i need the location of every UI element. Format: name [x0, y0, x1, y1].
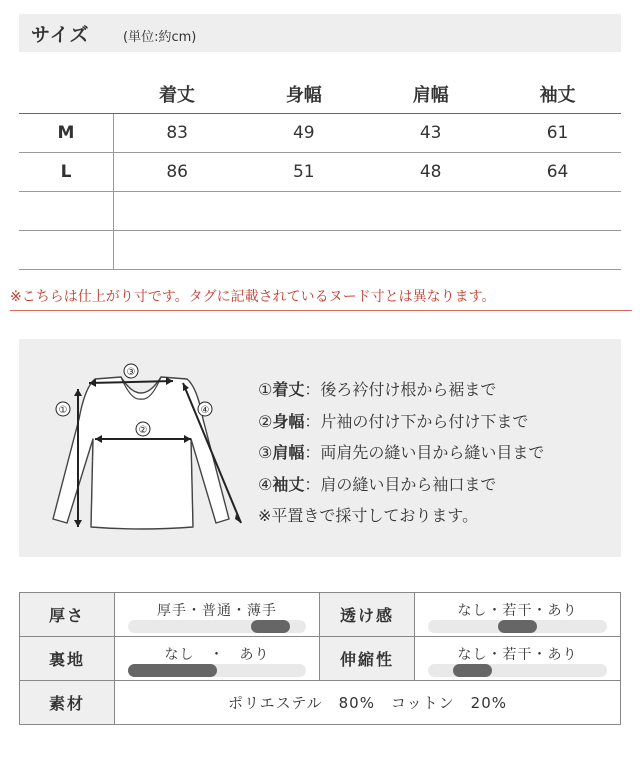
thickness-options: 厚手・普通・薄手: [157, 603, 277, 619]
legend-num: ④: [258, 474, 273, 494]
spec-table: [19, 592, 621, 725]
diagram-label-4: ④: [200, 405, 210, 416]
header-shoulder: 肩幅: [367, 75, 494, 114]
stretch-options: なし・若干・あり: [457, 647, 578, 663]
spec-value-lining: [115, 637, 320, 681]
spec-label-stretch: 伸縮性: [320, 637, 415, 681]
header-sleeve: 袖丈: [494, 75, 621, 114]
header-length: 着丈: [114, 75, 241, 114]
legend-num: ②: [258, 411, 273, 431]
thickness-bar-fill: [251, 620, 290, 633]
sheerness-bar-fill: [498, 620, 537, 633]
table-row: [19, 231, 621, 270]
table-cell: [494, 231, 621, 270]
spec-value-thickness: [115, 593, 320, 637]
lining-bar-fill: [128, 664, 217, 677]
shirt-diagram-icon: [33, 359, 253, 539]
legend-term: 袖丈: [272, 474, 305, 494]
stretch-bar-fill: [453, 664, 492, 677]
legend-item: [258, 406, 544, 438]
measurement-guide: [19, 339, 621, 557]
size-table: [19, 75, 621, 270]
measurement-legend: [258, 374, 544, 532]
legend-desc: ：肩の縫い目から袖口まで: [304, 474, 497, 494]
legend-footer: ※平置きで採寸しております。: [258, 506, 479, 525]
row-label: L: [19, 153, 114, 192]
table-cell: 86: [114, 153, 241, 192]
legend-term: 身幅: [272, 411, 305, 431]
sheerness-options: なし・若干・あり: [457, 603, 578, 619]
header-empty-cell: [19, 75, 114, 114]
legend-item: [258, 374, 544, 406]
measurement-note: ※こちらは仕上がり寸です。タグに記載されているヌード寸とは異なります。: [10, 286, 632, 311]
table-cell: [367, 192, 494, 231]
spec-row: [20, 681, 621, 725]
size-title: サイズ: [31, 24, 90, 46]
spec-row: [20, 637, 621, 681]
table-row: [19, 114, 621, 153]
legend-desc: ：片袖の付け下から付け下まで: [304, 411, 529, 431]
lining-bar-track: [128, 664, 306, 677]
row-label: [19, 231, 114, 270]
size-unit: (単位:約cm): [123, 30, 197, 45]
thickness-bar-track: [128, 620, 306, 633]
legend-item: [258, 437, 544, 469]
spec-value-material: ポリエステル 80% コットン 20%: [115, 681, 621, 725]
table-cell: [240, 192, 367, 231]
table-cell: 51: [240, 153, 367, 192]
diagram-label-1: ①: [58, 405, 68, 416]
table-row: [19, 153, 621, 192]
diagram-label-3: ③: [126, 367, 136, 378]
table-cell: 48: [367, 153, 494, 192]
legend-desc: ：後ろ衿付け根から裾まで: [304, 380, 497, 399]
spec-label-thickness: 厚さ: [20, 593, 115, 637]
table-cell: [367, 231, 494, 270]
stretch-bar-track: [428, 664, 607, 677]
table-cell: 43: [367, 114, 494, 153]
size-table-header: [19, 75, 621, 114]
spec-label-sheerness: 透け感: [320, 593, 415, 637]
spec-label-material: 素材: [20, 681, 115, 725]
row-label: [19, 192, 114, 231]
spec-value-sheerness: [415, 593, 621, 637]
legend-item: [258, 469, 544, 501]
legend-num: ③: [258, 443, 273, 462]
lining-options: なし ・ あり: [164, 647, 270, 663]
row-label: M: [19, 114, 114, 153]
table-cell: 83: [114, 114, 241, 153]
sheerness-bar-track: [428, 620, 607, 633]
table-cell: [240, 231, 367, 270]
table-row: [19, 192, 621, 231]
header-width: 身幅: [240, 75, 367, 114]
legend-desc: ：両肩先の縫い目から縫い目まで: [304, 443, 545, 462]
spec-value-stretch: [415, 637, 621, 681]
table-cell: [114, 231, 241, 270]
diagram-label-2: ②: [138, 425, 148, 436]
size-title-bar: [19, 14, 621, 52]
legend-term: 肩幅: [272, 443, 305, 462]
spec-label-lining: 裏地: [20, 637, 115, 681]
spec-row: [20, 593, 621, 637]
table-cell: 49: [240, 114, 367, 153]
legend-term: 着丈: [272, 380, 305, 399]
legend-num: ①: [258, 380, 273, 399]
table-cell: [114, 192, 241, 231]
table-cell: 64: [494, 153, 621, 192]
table-cell: 61: [494, 114, 621, 153]
table-cell: [494, 192, 621, 231]
